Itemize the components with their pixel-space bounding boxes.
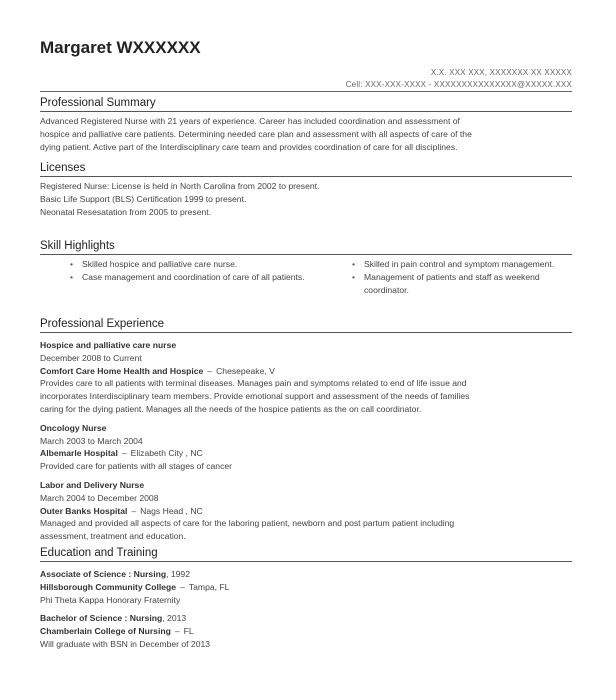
skills-column-left [40,258,340,296]
summary-text [40,115,572,153]
skills-columns [40,258,572,296]
job-dates: March 2003 to March 2004 [40,435,143,446]
summary-section [40,97,572,153]
job-dates: December 2008 to Current [40,352,142,363]
education-note: Will graduate with BSN in December of 2013 [40,638,211,649]
employer-name: Comfort Care Home Health and Hospice [40,365,204,376]
skill-item: • Management of patients and staff as weekend coordinator. [352,271,562,297]
school-name: Hillsborough Community College [40,581,177,592]
degree-line [40,568,572,581]
section-title: Licenses [40,162,572,177]
employer-location: Elizabeth City , NC [130,448,203,459]
job-entry [40,479,572,543]
job-desc-line: assessment, treatment and education. [40,531,186,542]
job-title: Hospice and palliative care nurse [40,340,177,350]
address-line: X.X. XXX XXX, XXXXXXX XX XXXXX [430,68,572,77]
section-title: Education and Training [40,547,572,562]
employer-location: Nags Head , NC [140,505,203,516]
degree-name: Bachelor of Science : Nursing [40,613,163,624]
education-entry [40,568,572,606]
degree-name: Associate of Science : Nursing [40,569,167,579]
skills-column-right [340,258,562,296]
skill-item: • Skilled hospice and palliative care nurse. [70,258,340,271]
job-desc-line: Provided care for patients with all stages of cancer [40,461,233,472]
job-desc-line: caring for the dying patient. Manages all the needs of the hospice patients as the on call coordinator. [40,403,422,414]
skills-section [40,240,572,296]
summary-line: hospice and palliative care patients. Determining needed care plan and assessment with all aspects of care of the [40,128,472,139]
section-title: Professional Summary [40,97,572,112]
license-line: Registered Nurse: License is held in North Carolina from 2002 to present. [40,181,320,191]
job-desc-line: Provides care to all patients with terminal diseases. Manages pain and symptoms related to end of life issue and [40,378,467,389]
section-title: Skill Highlights [40,240,572,255]
school-location: Tampa, FL [188,581,230,592]
license-line: Neonatal Resesatation from 2005 to present. [40,206,212,217]
license-line: Basic Life Support (BLS) Certification 1999 to present. [40,193,247,204]
education-note: Phi Theta Kappa Honorary Fraternity [40,594,181,605]
employer-name: Albemarle Hospital [40,448,118,459]
school-line: Chamberlain College of Nursing – FL [40,626,194,637]
job-title: Oncology Nurse [40,422,107,433]
skill-item: • Case management and coordination of care of all patients. [70,271,340,284]
section-title: Professional Experience [40,318,572,333]
job-employer-line: Outer Banks Hospital – Nags Head , NC [40,505,203,516]
job-employer-line: Comfort Care Home Health and Hospice – Chesepeake, V [40,365,275,376]
education-entry [40,612,572,650]
degree-line [40,612,572,625]
experience-section [40,318,572,543]
job-entry [40,422,572,473]
job-employer-line: Albemarle Hospital – Elizabeth City , NC [40,448,203,459]
skill-item: • Skilled in pain control and symptom management. [352,258,562,271]
job-entry [40,339,572,416]
summary-line: Advanced Registered Nurse with 21 years of experience. Career has included coordination and assessment of [40,116,460,126]
school-name: Chamberlain College of Nursing [40,626,171,637]
school-location: FL [183,626,194,637]
degree-year: , 2013 [162,613,187,624]
licenses-section [40,162,572,218]
school-line: Hillsborough Community College – Tampa, FL [40,581,230,592]
employer-name: Outer Banks Hospital [40,505,128,516]
licenses-text [40,180,572,218]
job-dates: March 2004 to December 2008 [40,492,159,503]
job-desc-line: Managed and provided all aspects of care for the laboring patient, newborn and post partum patient including [40,518,455,529]
job-title: Labor and Delivery Nurse [40,479,145,490]
contact-line: Cell: XXX-XXX-XXXX - XXXXXXXXXXXXXXX@XXXXX.XXX [345,80,572,89]
degree-year: , 1992 [166,569,190,579]
job-desc-line: incorporates Interdisciplinary team members. Provide emotional support and assessment of the needs of families [40,391,470,402]
education-section [40,547,572,651]
summary-line: dying patient. Active part of the Interdisciplinary care team and provides coordination of care for all disciplines. [40,141,458,152]
header-divider [40,91,572,92]
employer-location: Chesepeake, V [216,365,275,376]
candidate-name: Margaret WXXXXXX [40,38,201,57]
